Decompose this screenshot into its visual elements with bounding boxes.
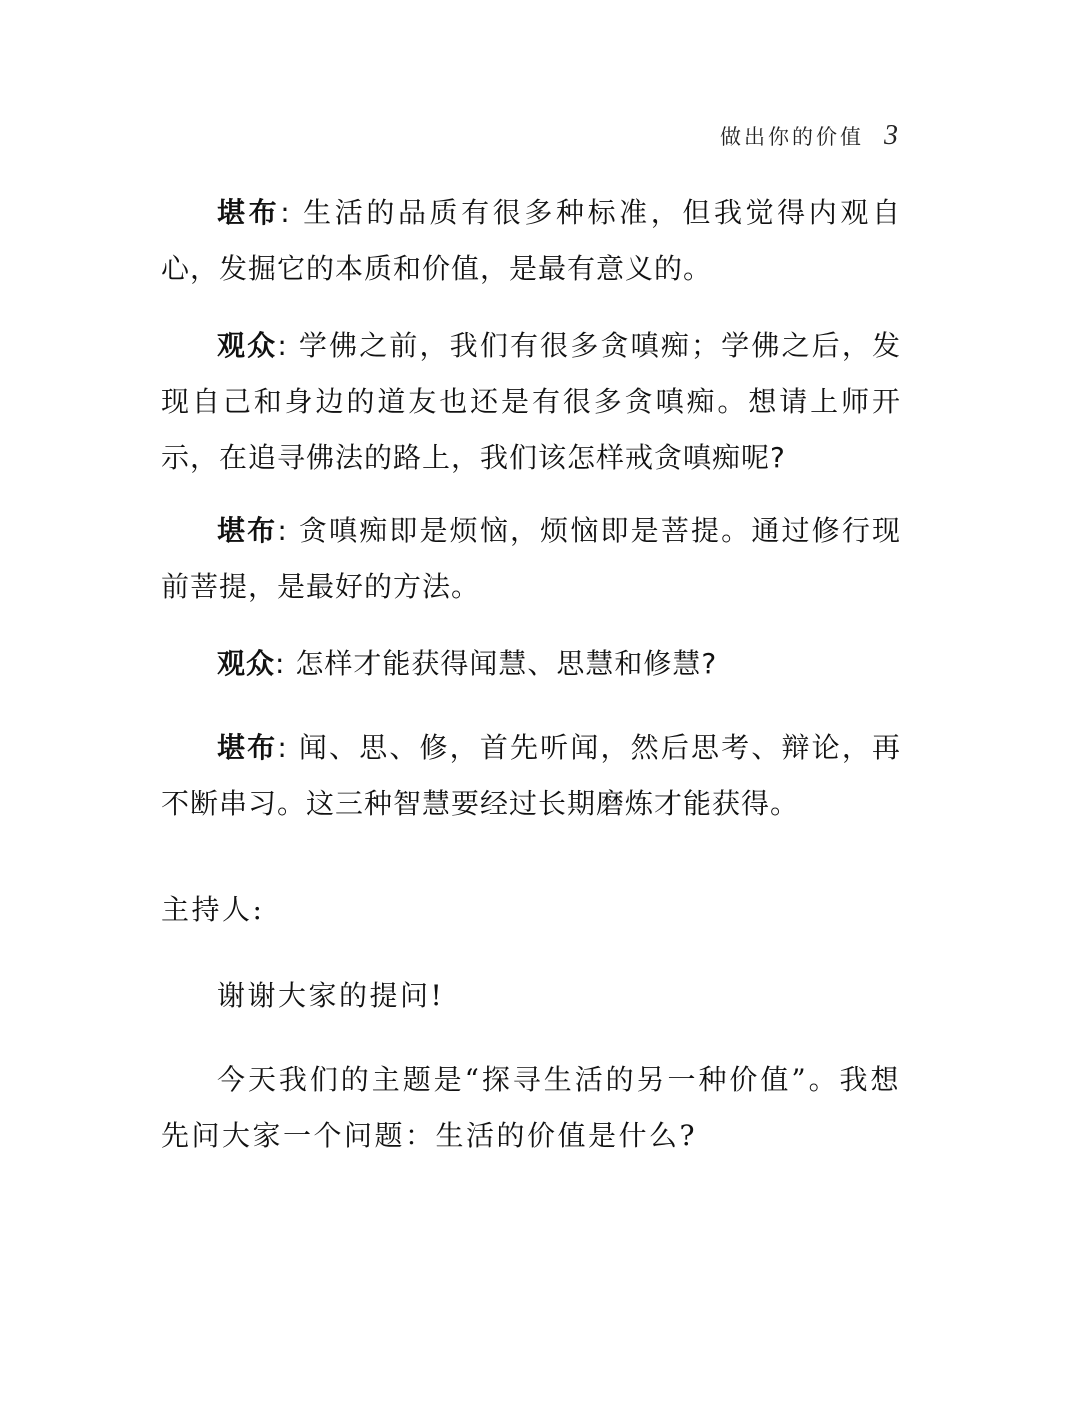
speaker-name: 堪布 xyxy=(217,196,281,229)
chapter-title: 做出你的价值 xyxy=(720,125,864,149)
speaker-name: 观众 xyxy=(217,647,276,680)
host-heading xyxy=(161,882,901,938)
speaker-separator: : xyxy=(277,514,288,547)
dialogue-paragraph xyxy=(161,185,901,297)
running-header xyxy=(720,120,898,152)
dialogue-paragraph xyxy=(161,720,901,832)
speaker-separator: : xyxy=(277,329,288,362)
dialogue-text: 学佛之前，我们有很多贪嗔痴；学佛之后，发现自己和身边的道友也还是有很多贪嗔痴。想请上师开示，在追寻佛法的路上，我们该怎样戒贪嗔痴呢? xyxy=(161,329,901,474)
speaker-name: 堪布 xyxy=(217,731,278,764)
speaker-name: 堪布 xyxy=(217,514,278,547)
speaker-name: 观众 xyxy=(217,329,278,362)
dialogue-paragraph xyxy=(161,318,901,486)
host-text: 今天我们的主题是“探寻生活的另一种价值”。我想先问大家一个问题：生活的价值是什么? xyxy=(161,1063,901,1152)
host-label: 主持人: xyxy=(161,893,265,926)
host-text: 谢谢大家的提问! xyxy=(217,979,445,1012)
host-paragraph xyxy=(161,968,901,1024)
speaker-separator: : xyxy=(277,731,288,764)
speaker-separator: : xyxy=(275,647,286,680)
dialogue-text: 贪嗔痴即是烦恼，烦恼即是菩提。通过修行现前菩提，是最好的方法。 xyxy=(161,514,901,603)
dialogue-paragraph xyxy=(161,636,901,692)
dialogue-text: 生活的品质有很多种标准，但我觉得内观自心，发掘它的本质和价值，是最有意义的。 xyxy=(161,196,901,285)
dialogue-text: 怎样才能获得闻慧、思慧和修慧? xyxy=(295,647,718,680)
dialogue-paragraph xyxy=(161,503,901,615)
page-number: 3 xyxy=(884,120,898,151)
host-paragraph xyxy=(161,1052,901,1164)
dialogue-text: 闻、思、修，首先听闻，然后思考、辩论，再不断串习。这三种智慧要经过长期磨炼才能获得。 xyxy=(161,731,901,820)
speaker-separator: : xyxy=(280,196,291,229)
